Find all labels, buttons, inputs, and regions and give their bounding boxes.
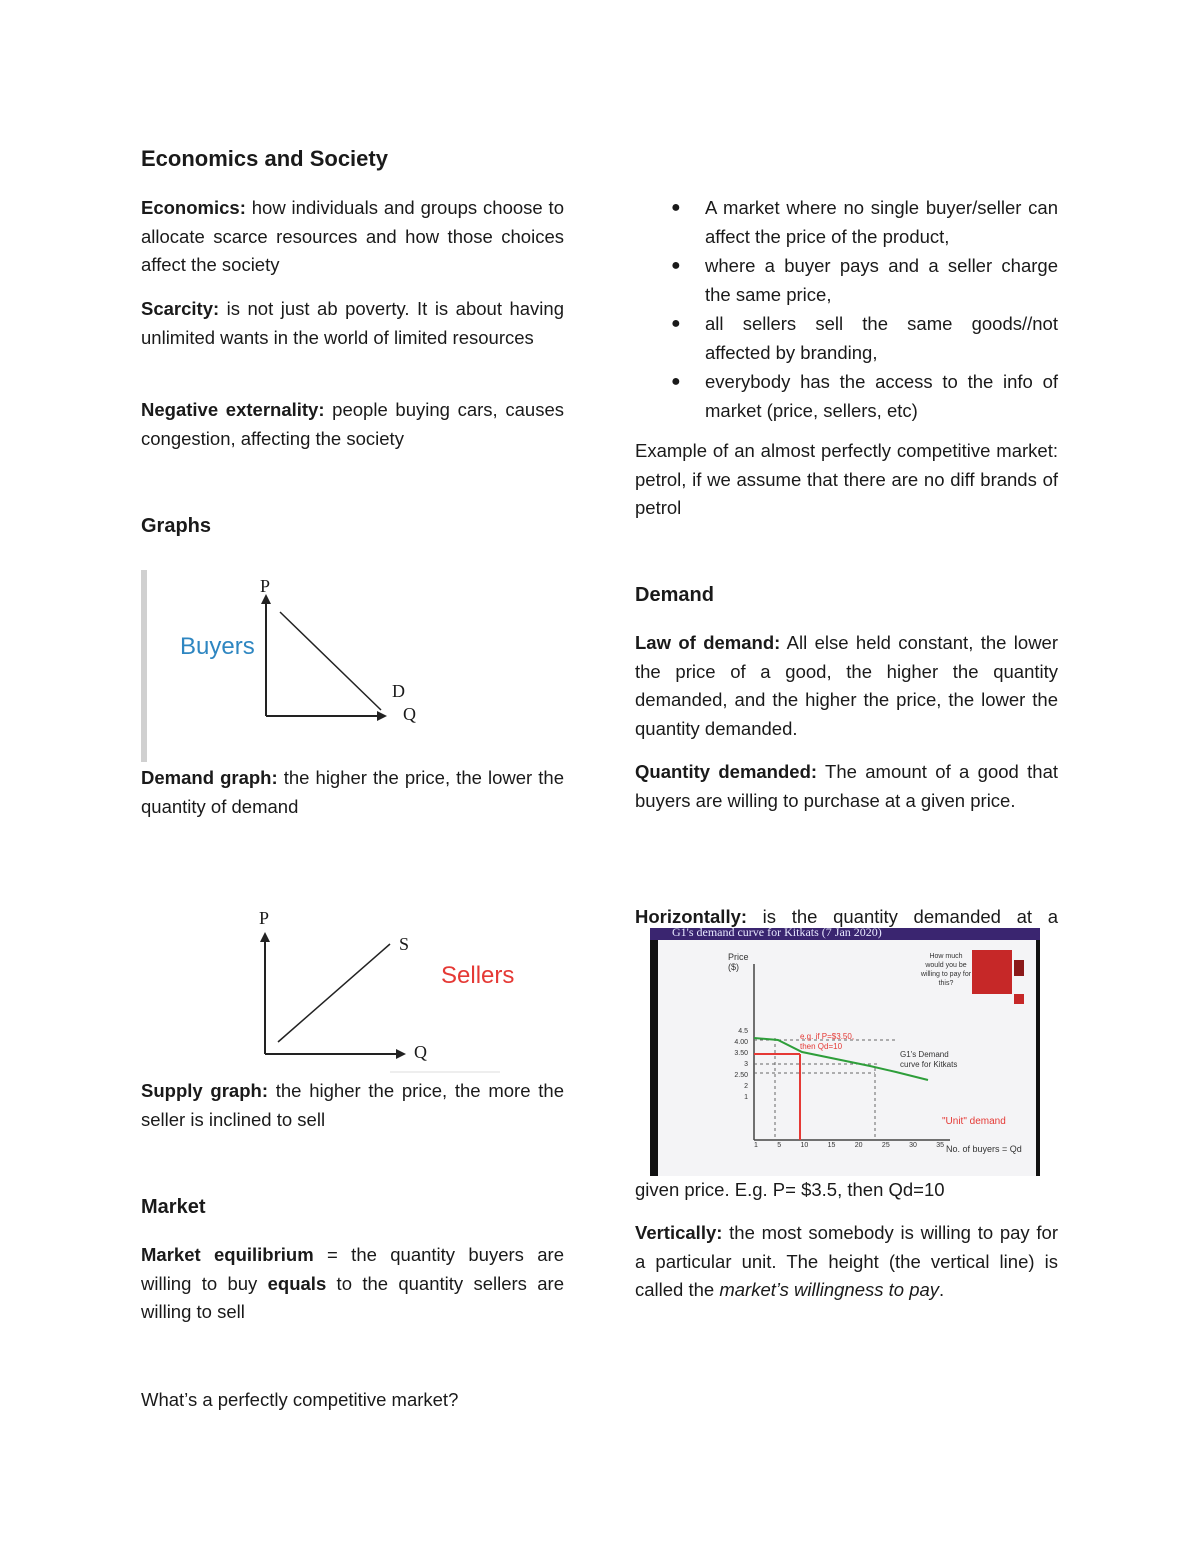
x-tick: 10 <box>800 1142 809 1149</box>
demand-graph-term: Demand graph: <box>141 767 278 788</box>
x-tick: 20 <box>854 1142 863 1149</box>
externality-text: people buying cars, causes congestion, affecting the society <box>141 399 564 449</box>
x-tick: 1 <box>754 1142 758 1149</box>
y-tick: 1 <box>744 1094 748 1101</box>
horizontally-text: is the quantity demanded at a <box>747 906 1058 927</box>
kitkat-chart <box>650 928 1040 1176</box>
list-item <box>635 368 1058 425</box>
supply-q-label: Q <box>414 1042 427 1062</box>
demand-curve <box>280 612 381 710</box>
supply-curve <box>278 944 390 1042</box>
vertically-text: the most somebody is willing to pay for a particular unit. The height (the vertical line) is called the <box>635 1222 1058 1300</box>
demand-heading: Demand <box>635 584 714 606</box>
economics-term: Economics: <box>141 197 246 218</box>
y-tick: 4.5 <box>738 1028 748 1035</box>
y-tick: 4.00 <box>734 1039 748 1046</box>
photo-note: How much would you be willing to pay for this? <box>920 953 972 987</box>
supply-graph-axes <box>240 900 540 1080</box>
bullet-icon: ● <box>671 373 681 390</box>
demand-graph-caption <box>141 764 564 821</box>
photo-y-label: Price ($) <box>728 952 749 972</box>
horizontally-term: Horizontally: <box>635 906 748 927</box>
y-tick: 2.50 <box>734 1072 748 1079</box>
supply-p-label: P <box>259 908 270 928</box>
list-item <box>635 194 1058 251</box>
x-tick: 25 <box>881 1142 890 1149</box>
scarcity-definition <box>141 295 564 352</box>
bullet-icon: ● <box>671 199 681 216</box>
scarcity-text: is not just ab poverty. It is about having unlimited wants in the world of limited resources <box>141 298 564 348</box>
graphs-heading: Graphs <box>141 515 212 537</box>
price-axis-arrow <box>260 932 270 942</box>
law-text: All else held constant, the lower the price of a good, the higher the quantity demanded, and the higher the price, the lower the quantity demanded. <box>635 632 1059 739</box>
market-equilibrium-definition <box>141 1241 564 1327</box>
equilibrium-post: to the quantity sellers are willing to sell <box>141 1272 564 1322</box>
sellers-label: Sellers <box>441 962 515 989</box>
photo-x-label: No. of buyers = Qd <box>946 1144 1022 1154</box>
horizontally-continuation: given price. E.g. P= $3.5, then Qd=10 <box>635 1179 945 1200</box>
equilibrium-pre: = the quantity buyers are willing to buy <box>141 1244 564 1294</box>
bullet-icon: ● <box>671 315 681 332</box>
vertically-definition <box>635 1219 1058 1305</box>
demand-q-label: Q <box>403 704 416 724</box>
demand-d-label: D <box>392 681 405 701</box>
scarcity-term: Scarcity: <box>141 298 220 319</box>
list-item <box>635 252 1058 309</box>
externality-term: Negative externality: <box>141 399 325 420</box>
law-of-demand <box>635 629 1058 743</box>
vertically-term: Vertically: <box>635 1222 723 1243</box>
petrol-example: Example of an almost perfectly competitive market: petrol, if we assume that there are no diff brands of petrol <box>635 440 1058 518</box>
market-willingness-term: market’s willingness to pay <box>719 1279 940 1300</box>
supply-s-label: S <box>399 934 410 954</box>
quantity-axis-arrow <box>377 711 387 721</box>
kitkat-image-detail <box>1014 994 1024 1004</box>
x-tick: 30 <box>909 1142 917 1149</box>
demand-graph-figure <box>141 570 441 762</box>
photo-x-ticks <box>754 1142 944 1149</box>
y-tick: 3.50 <box>734 1050 748 1057</box>
vertically-end: . <box>939 1279 945 1300</box>
perfect-competition-bullets <box>635 194 1058 426</box>
x-tick: 15 <box>827 1142 836 1149</box>
supply-graph-caption <box>141 1077 564 1134</box>
x-tick: 35 <box>936 1142 944 1149</box>
list-item <box>635 310 1058 367</box>
buyers-label: Buyers <box>180 633 255 660</box>
page-title: Economics and Society <box>141 146 388 171</box>
law-term: Law of demand: <box>635 632 781 653</box>
bullet-text: A market where no single buyer/seller can affect the price of the product, <box>705 197 1058 247</box>
photo-eg-note: e.g. if P=$3.50, then Qd=10 <box>800 1032 855 1051</box>
quantity-axis-arrow <box>396 1049 406 1059</box>
x-tick: 5 <box>777 1142 782 1149</box>
demand-graph-text: the higher the price, the lower the quantity of demand <box>141 767 564 817</box>
y-tick: 3 <box>744 1061 748 1068</box>
quantity-demanded-definition <box>635 758 1058 815</box>
y-tick: 2 <box>744 1083 748 1090</box>
kitkat-image <box>972 950 1012 994</box>
bullet-text: where a buyer pays and a seller charge the same price, <box>705 255 1058 305</box>
kitkat-demand-photo <box>650 928 1040 1176</box>
equilibrium-equals: equals <box>267 1272 327 1294</box>
supply-graph-figure <box>240 900 540 1080</box>
photo-curve-label: G1's Demand curve for Kitkats <box>900 1050 958 1069</box>
supply-graph-term: Supply graph: <box>141 1080 268 1101</box>
externality-definition <box>141 396 564 453</box>
qd-text: The amount of a good that buyers are willing to purchase at a given price. <box>635 761 1058 811</box>
economics-definition <box>141 194 564 280</box>
demand-p-label: P <box>260 576 271 596</box>
bullet-icon: ● <box>671 257 681 274</box>
demand-graph-axes <box>141 570 441 762</box>
qd-term: Quantity demanded: <box>635 761 818 782</box>
economics-text: how individuals and groups choose to allocate scarce resources and how those choices affect the society <box>141 197 564 275</box>
photo-header-text: G1's demand curve for Kitkats (7 Jan 2020) <box>672 928 882 939</box>
photo-y-ticks <box>720 1026 748 1103</box>
bullet-text: all sellers sell the same goods//not affected by branding, <box>705 313 1058 363</box>
supply-graph-text: the higher the price, the more the seller is inclined to sell <box>141 1080 564 1130</box>
perfect-competition-question: What’s a perfectly competitive market? <box>141 1389 459 1410</box>
equilibrium-term: Market equilibrium <box>141 1244 314 1265</box>
kitkat-image-detail <box>1014 960 1024 976</box>
photo-unit-label: "Unit" demand <box>942 1116 1006 1127</box>
bullet-text: everybody has the access to the info of market (price, sellers, etc) <box>705 371 1058 421</box>
market-heading: Market <box>141 1196 206 1218</box>
